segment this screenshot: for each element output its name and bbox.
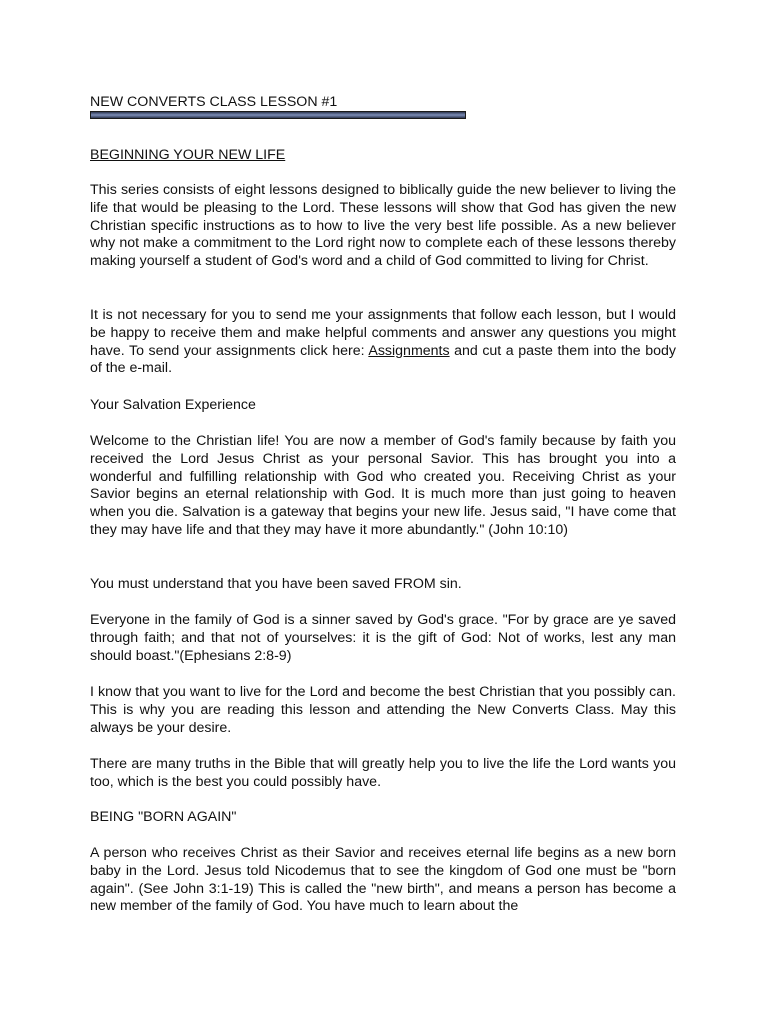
salvation-heading: Your Salvation Experience bbox=[90, 397, 256, 413]
intro-paragraph: This series consists of eight lessons designed to biblically guide the new believer to living the life that would be pleasing to the Lord. These lessons will show that God has given the new Christian specific instructions as to how to live the very best life possible. As a new believer why not make a commitment to the Lord right now to complete each of these lessons thereby making yourself a student of God's word and a child of God committed to living for Christ. bbox=[90, 182, 676, 270]
assignments-link[interactable]: Assignments bbox=[368, 342, 450, 359]
assignments-text-before: It is not necessary for you to send me your assignments that follow each lesson, but I would be happy to receive them and make helpful comments and answer any questions you might have. To send your assignments click here: bbox=[90, 307, 676, 359]
born-again-heading: BEING "BORN AGAIN" bbox=[90, 809, 237, 825]
assignments-paragraph bbox=[90, 307, 676, 378]
born-again-paragraph: A person who receives Christ as their Savior and receives eternal life begins as a new born baby in the Lord. Jesus told Nicodemus that to see the kingdom of God one must be "born again". (See John 3:1-19) This is called the "new birth", and means a person has become a new member of the family of God. You have much to learn about the bbox=[90, 845, 676, 915]
assignments-text-after: and cut a paste them into the body of the e-mail. bbox=[90, 342, 676, 377]
document-title: NEW CONVERTS CLASS LESSON #1 bbox=[90, 94, 338, 110]
title-rule bbox=[90, 111, 466, 119]
saved-paragraph: You must understand that you have been saved FROM sin. bbox=[90, 576, 462, 592]
grace-paragraph: Everyone in the family of God is a sinner saved by God's grace. "For by grace are ye saved through faith; and that not of yourselves: it is the gift of God: Not of works, lest any man should boast."(Ephesians 2:8-9) bbox=[90, 612, 676, 664]
truths-paragraph: There are many truths in the Bible that will greatly help you to live the life the Lord wants you too, which is the best you could possibly have. bbox=[90, 756, 676, 790]
welcome-paragraph: Welcome to the Christian life! You are now a member of God's family because by faith you received the Lord Jesus Christ as your personal Savior. This has brought you into a wonderful and fulfilling relationship with God who created you. Receiving Christ as your Savior begins an eternal relationship with God. It is much more than just going to heaven when you die. Salvation is a gateway that begins your new life. Jesus said, "I have come that they may have life and that they may have it more abundantly." (John 10:10) bbox=[90, 433, 676, 538]
desire-paragraph: I know that you want to live for the Lord and become the best Christian that you possibly can. This is why you are reading this lesson and attending the New Converts Class. May this always be your desire. bbox=[90, 684, 676, 736]
lead-heading: BEGINNING YOUR NEW LIFE bbox=[90, 147, 286, 163]
